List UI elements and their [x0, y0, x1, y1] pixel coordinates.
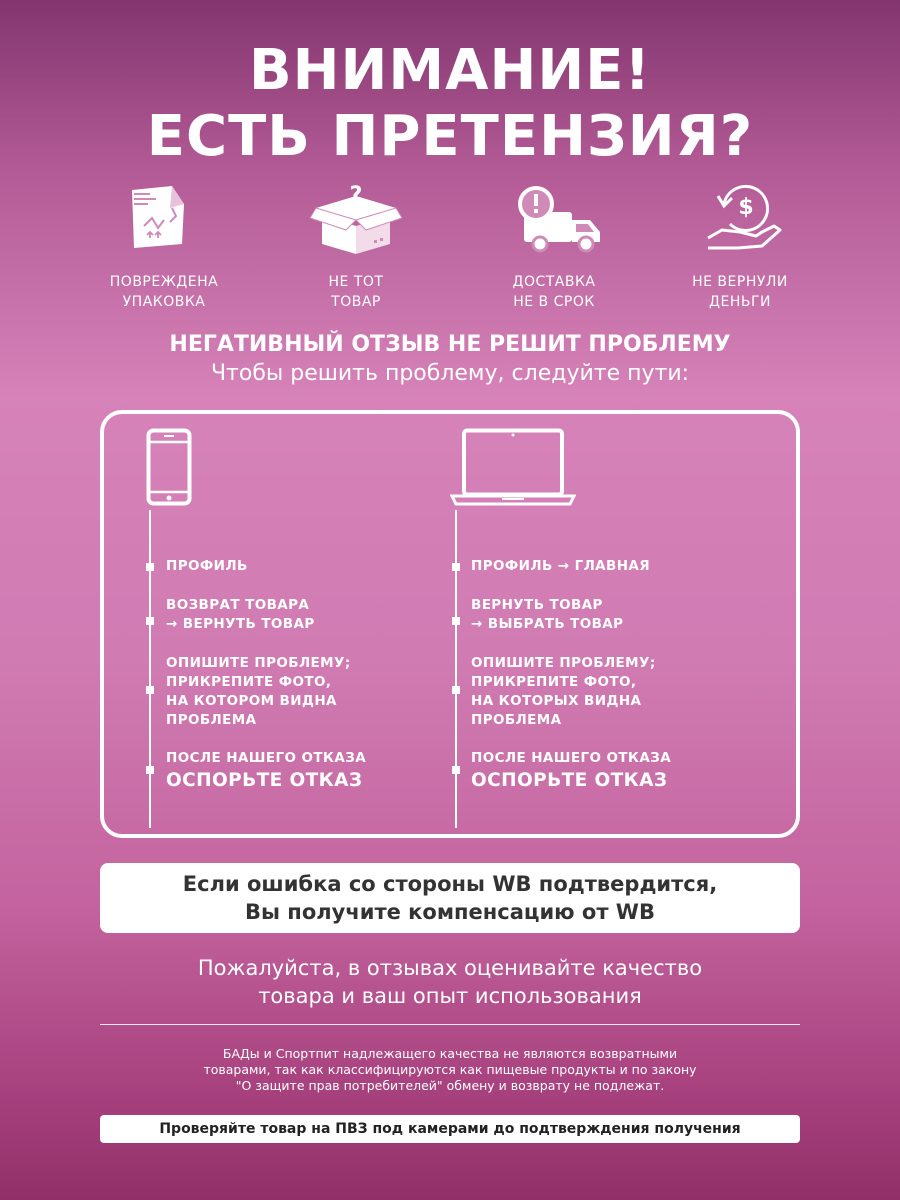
check-at-pickup-banner: Проверяйте товар на ПВЗ под камерами до подтверждения получения: [100, 1115, 800, 1143]
mobile-path-line: [149, 510, 151, 828]
issue-label-late-delivery: ДОСТАВКА НЕ В СРОК: [512, 274, 596, 310]
mobile-step-dispute: ПОСЛЕ НАШЕГО ОТКАЗА ОСПОРЬТЕ ОТКАЗ: [166, 750, 367, 791]
mobile-step-describe: ОПИШИТЕ ПРОБЛЕМУ; ПРИКРЕПИТЕ ФОТО, НА КОТОРОМ ВИДНА ПРОБЛЕМА: [166, 655, 351, 728]
negative-review-notice: НЕГАТИВНЫЙ ОТЗЫВ НЕ РЕШИТ ПРОБЛЕМУ: [169, 332, 731, 357]
mobile-step-bullet: [146, 563, 154, 571]
issue-label-wrong-item: НЕ ТОТ ТОВАР: [328, 274, 384, 310]
review-request-text: Пожалуйста, в отзывах оценивайте качество товара и ваш опыт использования: [197, 956, 703, 1008]
mobile-step-bullet: [146, 617, 154, 625]
smartphone-icon: [146, 428, 192, 506]
page-title-line-2: ЕСТЬ ПРЕТЕНЗИЯ?: [146, 104, 754, 169]
disclaimer-text: БАДы и Спортпит надлежащего качества не являются возвратными товарами, так как классифицируются как пищевые продукты и по закону "О защите прав потребителей" обмену и возврату не подлежат.: [203, 1046, 697, 1093]
desktop-step-dispute: ПОСЛЕ НАШЕГО ОТКАЗА ОСПОРЬТЕ ОТКАЗ: [471, 750, 672, 791]
compensation-banner: Если ошибка со стороны WB подтвердится, Вы получите компенсацию от WB: [100, 863, 800, 933]
desktop-path-line: [455, 510, 457, 828]
question-box-icon: [306, 182, 406, 256]
svg-text:$: $: [738, 195, 754, 220]
mobile-step-bullet: [146, 686, 154, 694]
svg-text:?: ?: [349, 183, 363, 208]
issue-label-no-refund: НЕ ВЕРНУЛИ ДЕНЬГИ: [692, 274, 788, 310]
mobile-step-return: ВОЗВРАТ ТОВАРА → ВЕРНУТЬ ТОВАР: [166, 597, 315, 632]
issue-label-damaged: ПОВРЕЖДЕНА УПАКОВКА: [109, 274, 219, 310]
desktop-step-describe: ОПИШИТЕ ПРОБЛЕМУ; ПРИКРЕПИТЕ ФОТО, НА КОТОРЫХ ВИДНА ПРОБЛЕМА: [471, 655, 656, 728]
desktop-step-profile: ПРОФИЛЬ → ГЛАВНАЯ: [471, 558, 651, 574]
mobile-step-bullet: [146, 766, 154, 774]
divider: [100, 1024, 800, 1025]
desktop-step-bullet: [452, 617, 460, 625]
money-back-icon: [696, 182, 796, 256]
mobile-step-profile: ПРОФИЛЬ: [166, 558, 248, 574]
follow-path-text: Чтобы решить проблему, следуйте пути:: [210, 361, 690, 386]
desktop-step-bullet: [452, 766, 460, 774]
page-title-line-1: ВНИМАНИЕ!: [248, 38, 651, 103]
laptop-icon: [450, 428, 576, 506]
late-truck-icon: [508, 182, 608, 256]
desktop-step-bullet: [452, 686, 460, 694]
desktop-step-bullet: [452, 563, 460, 571]
return-paths-panel: [100, 410, 800, 838]
desktop-step-return: ВЕРНУТЬ ТОВАР → ВЫБРАТЬ ТОВАР: [471, 597, 624, 632]
damaged-box-icon: [104, 182, 204, 256]
